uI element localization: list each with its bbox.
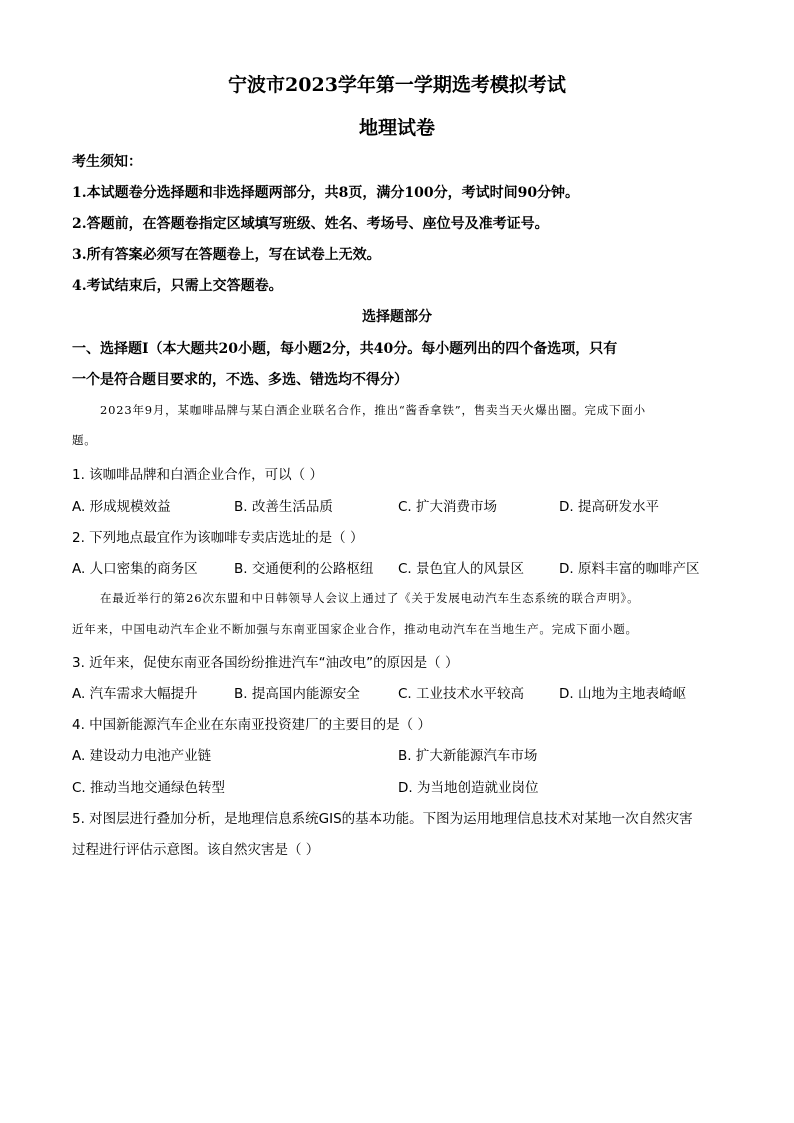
notice-item: 2.答题前，在答题卷指定区域填写班级、姓名、考场号、座位号及准考证号。 [72, 216, 549, 232]
option-b: B. 交通便利的公路枢纽 [234, 561, 374, 577]
option-c: C. 扩大消费市场 [398, 499, 498, 515]
exam-subject: 地理试卷 [358, 117, 435, 139]
option-c: C. 景色宜人的风景区 [398, 561, 525, 577]
option-a: A. 建设动力电池产业链 [72, 748, 212, 764]
option-d: D. 为当地创造就业岗位 [398, 780, 539, 796]
notice-item: 3.所有答案必须写在答题卷上，写在试卷上无效。 [72, 247, 381, 263]
section-title: 选择题部分 [362, 309, 432, 325]
question-stem: 过程进行评估示意图。该自然灾害是（ ） [72, 842, 320, 858]
question-stem: 2. 下列地点最宜作为该咖啡专卖店选址的是（ ） [72, 530, 364, 546]
section-instruction: 一、选择题Ⅰ（本大题共20小题，每小题2分，共40分。每小题列出的四个备选项，只有 [72, 341, 618, 357]
notice-heading: 考生须知： [72, 154, 142, 170]
notice-item: 4.考试结束后，只需上交答题卷。 [72, 278, 283, 294]
exam-title: 宁波市2023学年第一学期选考模拟考试 [228, 74, 566, 96]
option-a: A. 人口密集的商务区 [72, 561, 198, 577]
option-d: D. 原料丰富的咖啡产区 [559, 561, 700, 577]
material-text: 近年来，中国电动汽车企业不断加强与东南亚国家企业合作，推动电动汽车在当地生产。完成下面小题。 [72, 622, 638, 636]
section-instruction: 一个是符合题目要求的，不选、多选、错选均不得分） [72, 372, 408, 388]
option-b: B. 提高国内能源安全 [234, 686, 360, 702]
option-c: C. 工业技术水平较高 [398, 686, 525, 702]
material-text: 题。 [72, 433, 97, 447]
material-text: 2023年9月，某咖啡品牌与某白酒企业联名合作，推出“酱香拿铁”，售卖当天火爆出圈。完成下面小 [100, 403, 646, 417]
material-text: 在最近举行的第26次东盟和中日韩领导人会议上通过了《关于发展电动汽车生态系统的联合声明》。 [100, 591, 640, 605]
option-a: A. 形成规模效益 [72, 499, 171, 515]
option-d: D. 山地为主地表崎岖 [559, 686, 686, 702]
option-c: C. 推动当地交通绿色转型 [72, 780, 226, 796]
option-a: A. 汽车需求大幅提升 [72, 686, 198, 702]
option-d: D. 提高研发水平 [559, 499, 659, 515]
question-stem: 5. 对图层进行叠加分析，是地理信息系统GIS的基本功能。下图为运用地理信息技术对某地一次自然灾害 [72, 811, 693, 827]
question-stem: 3. 近年来，促使东南亚各国纷纷推进汽车“油改电”的原因是（ ） [72, 655, 459, 671]
question-stem: 4. 中国新能源汽车企业在东南亚投资建厂的主要目的是（ ） [72, 717, 431, 733]
option-b: B. 改善生活品质 [234, 499, 333, 515]
option-b: B. 扩大新能源汽车市场 [398, 748, 538, 764]
question-stem: 1. 该咖啡品牌和白酒企业合作，可以（ ） [72, 467, 323, 483]
notice-item: 1.本试题卷分选择题和非选择题两部分，共8页，满分100分，考试时间90分钟。 [72, 185, 580, 201]
